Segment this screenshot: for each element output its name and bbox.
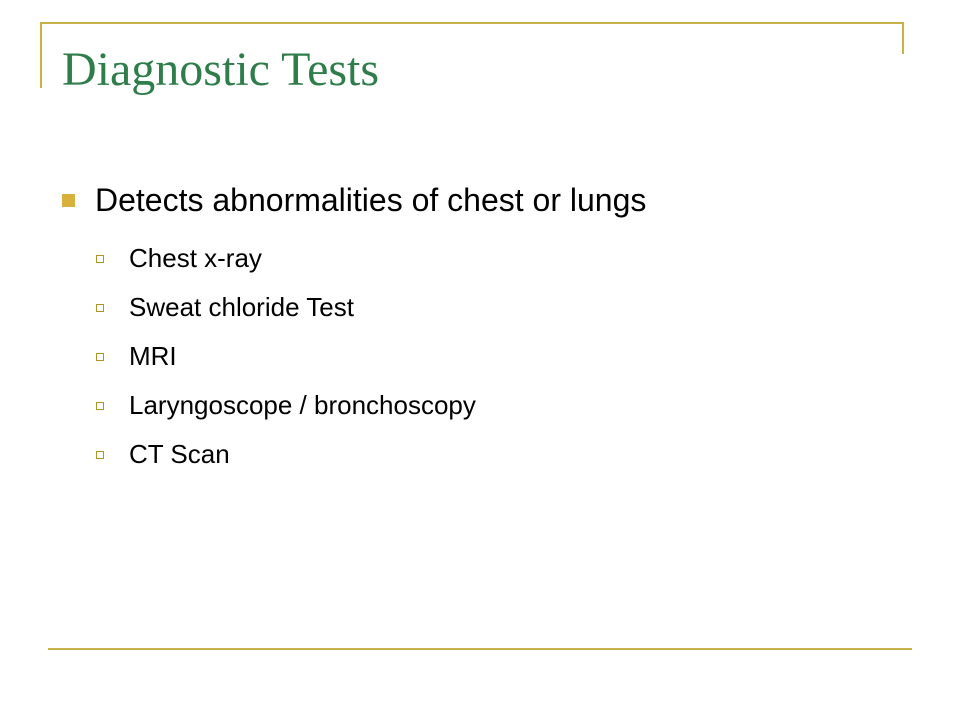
list-item	[96, 430, 476, 479]
hollow-square-bullet-icon	[96, 353, 104, 361]
square-bullet-icon	[62, 194, 75, 207]
main-bullet-text: Detects abnormalities of chest or lungs	[95, 181, 647, 218]
list-item-label: Chest x-ray	[129, 243, 262, 273]
list-item	[96, 332, 476, 381]
list-item-label: CT Scan	[129, 439, 230, 469]
main-bullet	[62, 178, 646, 222]
list-item	[96, 381, 476, 430]
bottom-rule	[48, 648, 912, 650]
hollow-square-bullet-icon	[96, 304, 104, 312]
list-item	[96, 234, 476, 283]
hollow-square-bullet-icon	[96, 402, 104, 410]
sub-bullet-list	[96, 234, 476, 479]
top-rule	[40, 22, 904, 24]
list-item	[96, 283, 476, 332]
list-item-label: Sweat chloride Test	[129, 292, 354, 322]
left-rule	[40, 22, 42, 88]
list-item-label: MRI	[129, 341, 177, 371]
hollow-square-bullet-icon	[96, 255, 104, 263]
hollow-square-bullet-icon	[96, 451, 104, 459]
list-item-label: Laryngoscope / bronchoscopy	[129, 390, 476, 420]
right-rule	[902, 22, 904, 54]
slide-title: Diagnostic Tests	[62, 43, 380, 96]
